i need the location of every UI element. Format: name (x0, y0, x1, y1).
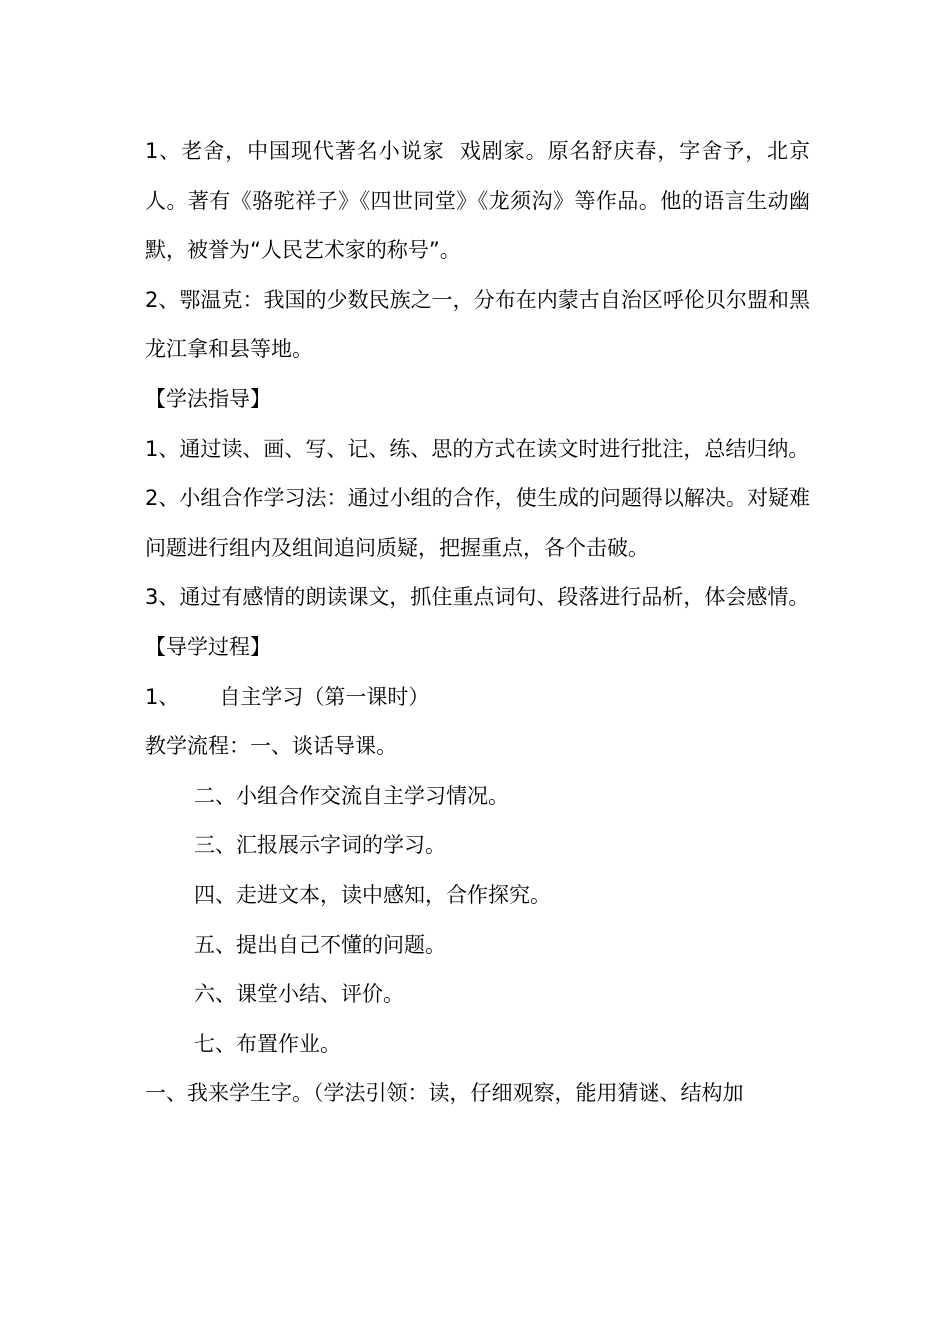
paragraph-teaching-flow: 教学流程：一、谈话导课。 (145, 734, 397, 759)
flow-step-2: 二、小组合作交流自主学习情况。 (194, 783, 509, 808)
paragraph-laoshe-note: 1、老舍，中国现代著名小说家 戏剧家。原名舒庆春，字舍予，北京人。著有《骆驼祥子》《四世同堂》《龙须沟》等作品。他的语言生动幽默，被誉为“人民艺术家的称号”。 (145, 139, 810, 263)
flow-step-7: 七、布置作业。 (194, 1031, 341, 1056)
section-heading-study-method: 【学法指导】 (145, 386, 271, 411)
paragraph-learn-characters: 一、我来学生字。（学法引领：读，仔细观察，能用猜谜、结构加 (145, 1081, 744, 1106)
paragraph-method-2: 2、小组合作学习法：通过小组的合作，使生成的问题得以解决。对疑难问题进行组内及组间追问质疑，把握重点，各个击破。 (145, 486, 810, 560)
paragraph-self-study: 1、 自主学习（第一课时） (145, 684, 430, 709)
paragraph-ewenke-note: 2、鄂温克：我国的少数民族之一，分布在内蒙古自治区呼伦贝尔盟和黑龙江拿和县等地。 (145, 287, 810, 362)
document-body (145, 127, 810, 1119)
section-heading-guided-process: 【导学过程】 (145, 634, 271, 659)
flow-step-3: 三、汇报展示字词的学习。 (194, 833, 446, 858)
flow-step-4: 四、走进文本，读中感知，合作探究。 (194, 882, 551, 907)
flow-step-6: 六、课堂小结、评价。 (194, 982, 404, 1007)
flow-step-5: 五、提出自己不懂的问题。 (194, 932, 446, 957)
paragraph-method-3: 3、通过有感情的朗读课文，抓住重点词句、段落进行品析，体会感情。 (145, 585, 810, 610)
paragraph-method-1: 1、通过读、画、写、记、练、思的方式在读文时进行批注，总结归纳。 (145, 436, 810, 461)
